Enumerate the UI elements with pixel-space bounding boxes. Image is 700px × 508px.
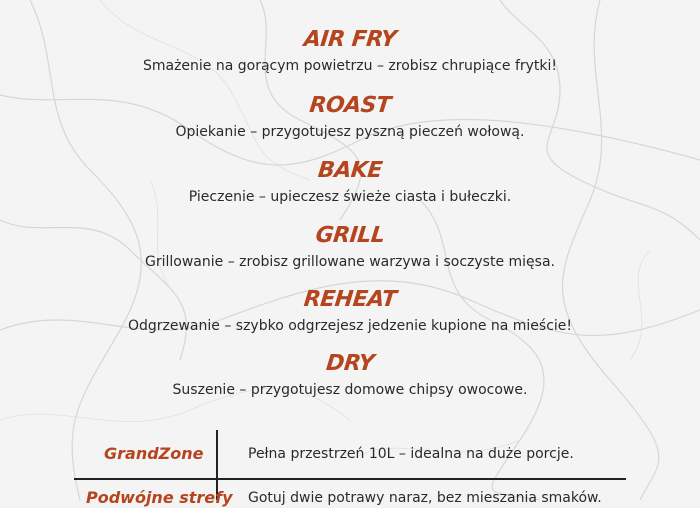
mode-air-fry	[0, 27, 700, 75]
mode-title: REHEAT	[302, 287, 398, 312]
mode-description: Suszenie – przygotujesz domowe chipsy owocowe.	[172, 382, 528, 398]
mode-bake	[0, 158, 700, 206]
feature-description: Gotuj dwie potrawy naraz, bez mieszania smaków.	[248, 490, 602, 506]
mode-title: GRILL	[314, 223, 386, 248]
feature-name: Podwójne strefy	[86, 488, 233, 507]
mode-description: Grillowanie – zrobisz grillowane warzywa i soczyste mięsa.	[145, 254, 555, 270]
mode-dry	[0, 351, 700, 399]
feature-description: Pełna przestrzeń 10L – idealna na duże porcje.	[248, 446, 574, 462]
mode-description: Smażenie na gorącym powietrzu – zrobisz chrupiące frytki!	[142, 58, 558, 74]
mode-roast	[0, 93, 700, 141]
mode-title: DRY	[324, 351, 376, 376]
mode-title: ROAST	[308, 93, 392, 118]
mode-description: Odgrzewanie – szybko odgrzejesz jedzenie kupione na mieście!	[127, 318, 573, 334]
mode-description: Pieczenie – upieczesz świeże ciasta i bułeczki.	[188, 189, 512, 205]
mode-title: AIR FRY	[302, 27, 398, 52]
mode-title: BAKE	[316, 158, 384, 183]
mode-grill	[0, 223, 700, 271]
feature-name: GrandZone	[104, 444, 204, 463]
mode-reheat	[0, 287, 700, 335]
mode-description: Opiekanie – przygotujesz pyszną pieczeń wołową.	[175, 124, 525, 140]
features-table	[74, 430, 700, 507]
row-divider	[74, 478, 626, 480]
